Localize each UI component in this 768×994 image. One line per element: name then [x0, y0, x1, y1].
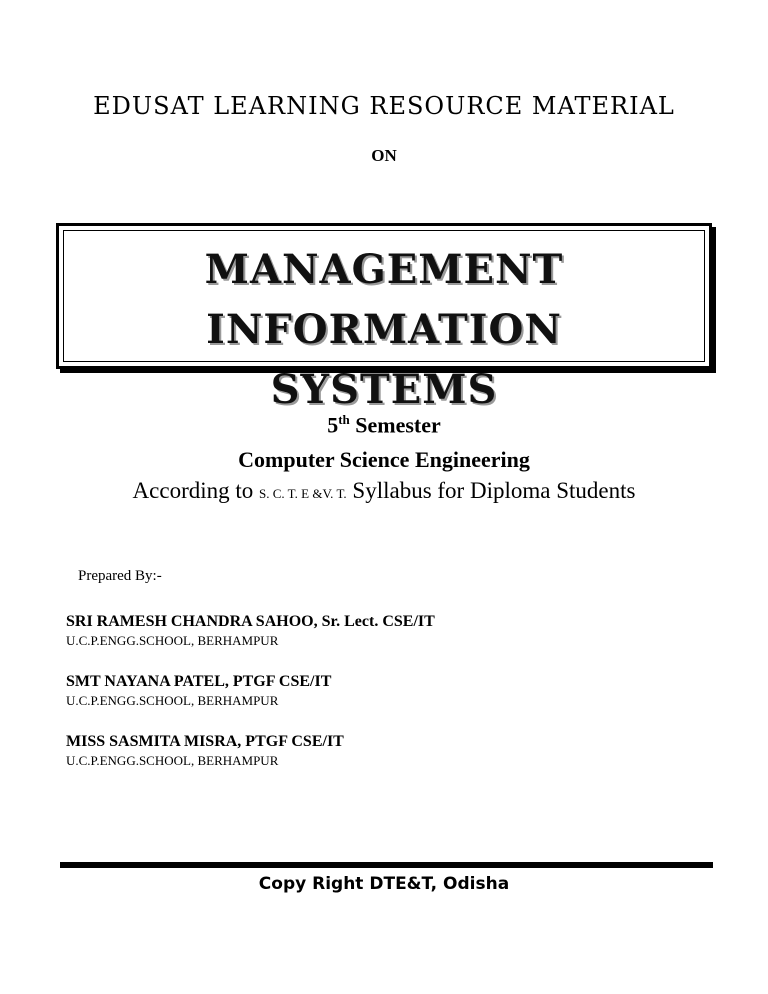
semester-number: 5: [327, 412, 339, 438]
author-affiliation: U.C.P.ENGG.SCHOOL, BERHAMPUR: [66, 693, 279, 708]
syllabus-prefix: According to: [132, 478, 260, 503]
semester-suffix: th: [338, 412, 350, 427]
resource-header-on: ON: [371, 146, 397, 165]
author-name: MISS SASMITA MISRA, PTGF CSE/IT: [66, 733, 344, 750]
document-title-box: [56, 223, 712, 413]
prepared-by-label: Prepared By:-: [78, 568, 162, 584]
author-block: [66, 672, 331, 709]
syllabus-suffix: Syllabus for Diploma Students: [346, 478, 636, 503]
document-title-line-2: SYSTEMS: [270, 366, 498, 413]
author-block: [66, 732, 344, 769]
document-title-line-1: MANAGEMENT INFORMATION: [204, 246, 564, 353]
author-affiliation: U.C.P.ENGG.SCHOOL, BERHAMPUR: [66, 633, 279, 648]
author-name: SRI RAMESH CHANDRA SAHOO, Sr. Lect. CSE/IT: [66, 613, 435, 630]
branch-name: Computer Science Engineering: [238, 447, 530, 472]
document-title: [59, 240, 709, 420]
semester-line: [0, 412, 768, 438]
syllabus-line: [0, 478, 768, 504]
author-block: [66, 612, 435, 649]
footer-divider: [60, 862, 713, 868]
resource-header-title: EDUSAT LEARNING RESOURCE MATERIAL: [93, 92, 675, 120]
copyright-notice: Copy Right DTE&T, Odisha: [258, 874, 510, 894]
author-affiliation: U.C.P.ENGG.SCHOOL, BERHAMPUR: [66, 753, 279, 768]
semester-word: Semester: [349, 412, 441, 438]
syllabus-authority: S. C. T. E &V. T.: [259, 486, 347, 501]
author-name: SMT NAYANA PATEL, PTGF CSE/IT: [66, 673, 332, 690]
